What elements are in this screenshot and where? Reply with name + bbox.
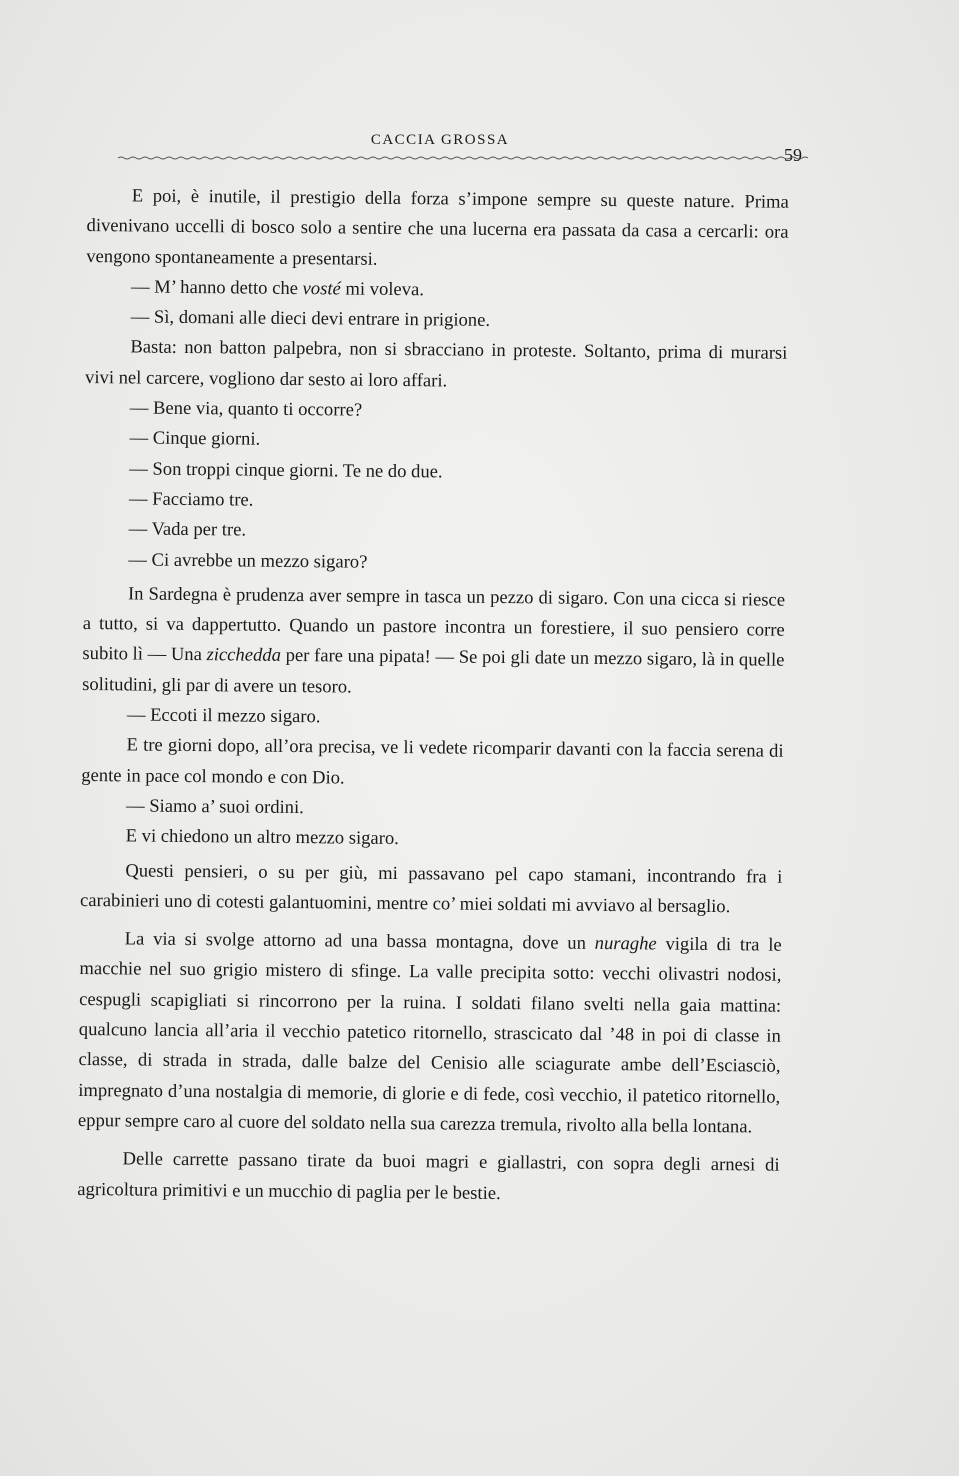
paragraph-text: — M’ hanno detto che (130, 276, 303, 299)
paragraph-text: — Siamo a’ suoi ordini. (125, 795, 304, 819)
paragraph-text: — Sì, domani alle dieci devi entrare in prigione. (130, 306, 491, 332)
paragraph-text: E tre giorni dopo, all’ora precisa, ve li vedete ricomparir davanti con la faccia serena di gente in pace col mondo e con Dio. (81, 734, 784, 789)
paragraph-text: Basta: non batton palpebra, non si sbracciano in proteste. Soltanto, prima di murarsi vivi nel carcere, vogliono dar sesto ai loro affari. (85, 336, 788, 392)
paragraph (78, 924, 782, 1143)
paragraph (85, 332, 788, 399)
paragraph-text: — Ci avrebbe un mezzo sigaro? (128, 548, 368, 573)
paragraph-text: — Eccoti il mezzo sigaro. (126, 704, 321, 728)
paragraph (80, 856, 783, 923)
paragraph-text: La via si svolge attorno ad una bassa montagna, dove un (124, 928, 595, 955)
paragraph-text: — Vada per tre. (128, 518, 247, 541)
italic-word: zicchedda (206, 644, 282, 667)
paragraph (77, 1144, 780, 1211)
paragraph-text: per fare una pipata! — Se poi gli date un mezzo sigaro, là in quelle solitudini, gli par di avere un tesoro. (82, 645, 785, 698)
italic-word: nuraghe (594, 933, 657, 955)
paragraph-text: mi voleva. (340, 278, 425, 301)
paragraph-text: In Sardegna è prudenza aver sempre in tasca un pezzo di sigaro. Con una cicca si riesce a tutto, si va dappertutto. Quando un pastore incontra un forestiere, il suo pensiero corre subito lì — Una (82, 583, 786, 666)
paragraph (81, 821, 783, 858)
paragraph-text: — Son troppi cinque giorni. Te ne do due. (129, 458, 443, 483)
page-number: 59 (784, 145, 802, 165)
italic-word: vosté (302, 277, 341, 300)
paragraph-text: vigila di tra le macchie nel suo grigio mistero di sfinge. La valle precipita sotto: vecchi olivastri nodosi, cespugli scapigliati si rincorrono per la ruina. I soldati filano svelti nella gaia mattina: qualcuno lancia all’aria il vecchio patetico ritornello, strascicato dal ’48 in poi di classe in classe, di strada in strada, dalle balze del Cenisio alle sciagurate ambe dell’Esciasciò, impregnato d’una nostalgia di memorie, di glorie e di fede, così vecchio, il patetico ritornello, eppur sempre caro al cuore del soldato nella sua carezza tremula, rivolto alla bella lontana. (77, 933, 782, 1138)
paragraph-text: E poi, è inutile, il prestigio della forza s’impone sempre su queste nature. Prima divenivano uccelli di bosco solo a sentire che una lucerna era passata da casa a cercarli: ora vengono spontaneamente a presentarsi. (86, 185, 789, 270)
paragraph (83, 545, 785, 582)
paragraph (86, 181, 789, 279)
paragraph-text: E vi chiedono un altro mezzo sigaro. (125, 825, 399, 850)
paragraph (81, 730, 784, 797)
body-text (77, 181, 789, 1211)
paragraph-text: Questi pensieri, o su per giù, mi passavano pel capo stamani, incontrando fra i carabinieri uno di cotesti galantuomini, mentre co’ miei soldati mi avviavo al bersaglio. (79, 859, 783, 918)
paragraph-text: — Bene via, quanto ti occorre? (129, 397, 363, 421)
paragraph-text: — Cinque giorni. (129, 427, 261, 451)
paragraph-text: — Facciamo tre. (128, 488, 254, 511)
paragraph (82, 579, 785, 707)
paragraph-text: Delle carrette passano tirate da buoi magri e giallastri, con sopra degli arnesi di agricoltura primitivi e un mucchio di paglia per le bestie. (77, 1148, 780, 1204)
wavy-rule (118, 156, 808, 162)
running-head: CACCIA GROSSA (370, 132, 510, 148)
